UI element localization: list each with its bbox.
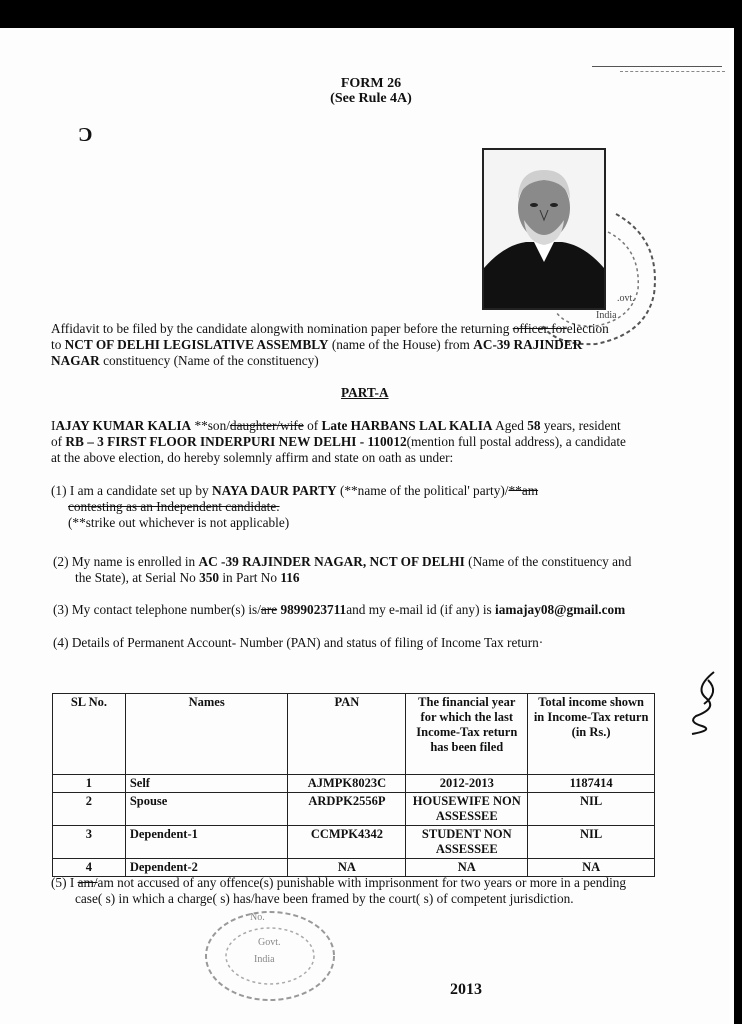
table-row — [53, 826, 655, 859]
cell-name: Spouse — [125, 793, 288, 826]
document-page — [0, 28, 734, 1024]
cell-sl: 1 — [53, 775, 126, 793]
header-sl-no: SL No. — [53, 694, 126, 775]
intro-line-1: Affidavit to be filed by the candidate alongwith nomination paper before the returning officer forelection — [51, 321, 609, 336]
form-title: FORM 26 — [340, 76, 402, 91]
header-financial-year: The financial year for which the last Income-Tax return has been filed — [406, 694, 528, 775]
cell-income: NIL — [528, 793, 655, 826]
intro-line-2: to NCT OF DELHI LEGISLATIVE ASSEMBLY (name of the House) from AC-39 RAJINDER — [51, 337, 583, 352]
cell-year: STUDENT NON ASSESSEE — [406, 826, 528, 859]
cell-name: Dependent-2 — [125, 859, 288, 877]
stamp-bottom-govt: Govt. — [258, 937, 281, 948]
cell-year: HOUSEWIFE NON ASSESSEE — [406, 793, 528, 826]
item-1-line-2: contesting as an Independent candidate. — [68, 499, 280, 514]
header-names: Names — [125, 694, 288, 775]
cell-sl: 4 — [53, 859, 126, 877]
rule-reference: (See Rule 4A) — [330, 91, 412, 106]
cell-name: Self — [125, 775, 288, 793]
top-rule-dashed — [620, 71, 725, 72]
declaration-line-2: of RB – 3 FIRST FLOOR INDERPURI NEW DELHI - 110012(mention full postal address), a candidate — [51, 434, 626, 449]
cell-pan: NA — [288, 859, 406, 877]
declaration-line-1: IAJAY KUMAR KALIA **son/daughter/wife of Late HARBANS LAL KALIA Aged 58 years, resident — [51, 418, 621, 433]
item-2-line-1: (2) My name is enrolled in AC -39 RAJINDER NAGAR, NCT OF DELHI (Name of the constituency and — [53, 554, 632, 569]
stamp-text-india: India — [596, 310, 617, 321]
stamp-bottom-no: No. — [250, 912, 265, 923]
stamp-bottom-india: India — [254, 954, 275, 965]
cell-year: NA — [406, 859, 528, 877]
item-5-line-2: case( s) in which a charge( s) has/have been framed by the court( s) of competent jurisdiction. — [75, 891, 574, 906]
declaration-line-3: at the above election, do hereby solemnly affirm and state on oath as under: — [51, 450, 454, 465]
header-pan: PAN — [288, 694, 406, 775]
cell-sl: 2 — [53, 793, 126, 826]
cell-name: Dependent-1 — [125, 826, 288, 859]
signature-icon — [684, 668, 724, 738]
cell-income: NA — [528, 859, 655, 877]
item-4-line: (4) Details of Permanent Account- Number (PAN) and status of filing of Income Tax return· — [53, 635, 544, 650]
table-header-row — [53, 694, 655, 775]
cell-pan: AJMPK8023C — [288, 775, 406, 793]
item-3-line: (3) My contact telephone number(s) is/are 9899023711and my e-mail id (if any) is iamajay08@gmail.com — [53, 602, 626, 617]
header-total-income: Total income shown in Income-Tax return (in Rs.) — [528, 694, 655, 775]
footer-date: 2013 — [450, 981, 482, 998]
cell-pan: ARDPK2556P — [288, 793, 406, 826]
page-mark-icon: Ɔ — [78, 124, 93, 146]
table-row — [53, 859, 655, 877]
pan-details-table — [52, 693, 655, 877]
part-a-heading: PART-A — [341, 385, 389, 400]
top-rule — [592, 66, 722, 67]
item-5-line-1: (5) I am/am not accused of any offence(s) punishable with imprisonment for two years or more in a pending — [51, 875, 627, 890]
cell-pan: CCMPK4342 — [288, 826, 406, 859]
intro-line-3: NAGAR constituency (Name of the constituency) — [51, 353, 319, 368]
item-1-line-3: (**strike out whichever is not applicable) — [68, 515, 290, 530]
stamp-text-govt: .ovt. — [617, 293, 635, 304]
table-row — [53, 775, 655, 793]
table-row — [53, 793, 655, 826]
item-2-line-2: the State), at Serial No 350 in Part No 116 — [75, 570, 300, 585]
cell-year: 2012-2013 — [406, 775, 528, 793]
item-1-line-1: (1) I am a candidate set up by NAYA DAUR PARTY (**name of the political' party)/**am — [51, 483, 539, 498]
cell-income: 1187414 — [528, 775, 655, 793]
cell-sl: 3 — [53, 826, 126, 859]
cell-income: NIL — [528, 826, 655, 859]
